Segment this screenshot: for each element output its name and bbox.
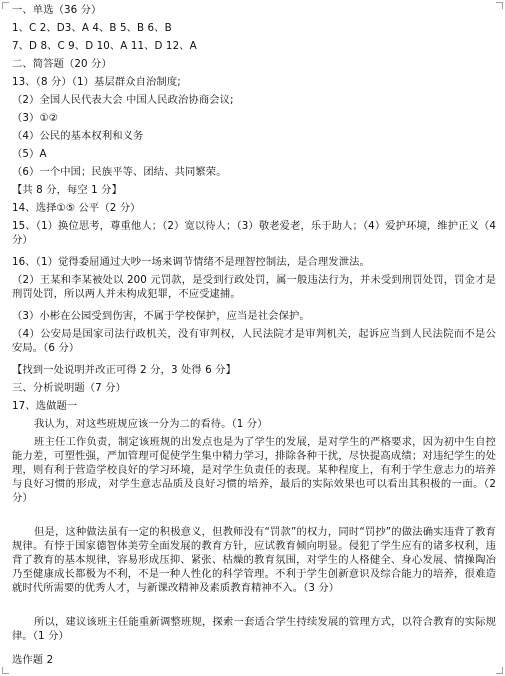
answer-paragraph: （2）王某和李某被处以 200 元罚款，是受到行政处罚，属一般违法行为，并未受到刑罚处罚，罚金才是刑罚处罚，所以两人并未构成犯罪，不应受逮捕。 bbox=[12, 274, 496, 300]
essay-paragraph: 我认为，对这些班规应该一分为二的看待。（1 分） bbox=[34, 418, 268, 430]
answer-paragraph: 15、（1）换位思考，尊重他人；（2）宽以待人；（3）敬老爱老，乐于助人；（4）爱护环境，维护正义（4 分） bbox=[12, 220, 496, 246]
answer-line: （4）公民的基本权利和义务 bbox=[12, 130, 144, 142]
answer-line: （3）小彬在公园受到伤害，不属于学校保护，应当是社会保护。 bbox=[12, 310, 310, 322]
answer-line: 14、选择①⑤ 公平（2 分） bbox=[12, 202, 141, 214]
crop-mark-bottom-left bbox=[2, 667, 9, 674]
answer-line: （3）①② bbox=[12, 112, 59, 124]
answer-line: （2）全国人民代表大会 中国人民政治协商会议; bbox=[12, 94, 234, 106]
essay-paragraph: 班主任工作负责，制定该班规的出发点也是为了学生的发展，是对学生的严格要求，因为初中生自控能力差，可塑性强，严加管理可促使学生集中精力学习，排除各种干扰，尽快提高成绩；对违纪学生的处理，则有利于营造学校良好的学习环境，是对学生负责任的表现。某种程度上，有利于学生意志力的培养与良好习惯的形成，对学生意志品质及良好习惯的培养，最后的实际效果也可以看出其积极的一面。（2 分） bbox=[12, 436, 496, 504]
section-heading-analysis: 三、分析说明题（7 分） bbox=[12, 382, 126, 394]
answer-line: 17、选做题一 bbox=[12, 400, 78, 412]
answer-line: 7、D 8、C 9、D 10、A 11、D 12、A bbox=[12, 40, 197, 52]
essay-paragraph: 但是，这种做法虽有一定的积极意义，但教师没有“罚款”的权力，同时“罚抄”的做法确实违背了教育规律。有悖于国家德智体美劳全面发展的教育方针，应试教育倾向明显。侵犯了学生应有的诸多权利，违背了教育的基本规律，容易形成压抑、紧张、枯燥的教育氛围，对学生的人格健全、身心发展、情操陶冶乃至健康成长都极为不利，不是一种人性化的科学管理。不利于学生创新意识及综合能力的培养，很难造就时代所需要的优秀人才，与新课改精神及素质教育精神不入。（3 分） bbox=[12, 526, 496, 594]
answer-paragraph: （4）公安局是国家司法行政机关，没有审判权，人民法院才是审判机关，起诉应当到人民法院而不是公安局。（6 分） bbox=[12, 328, 496, 354]
section-heading-single-choice: 一、单选（36 分） bbox=[12, 4, 102, 16]
answer-line: （5）A bbox=[12, 148, 47, 160]
answer-line: （6）一个中国；民族平等、团结、共同繁荣。 bbox=[12, 166, 227, 178]
answer-line: 13、（8 分）（1）基层群众自治制度; bbox=[12, 76, 181, 88]
crop-mark-top-right bbox=[496, 2, 503, 9]
section-heading-short-answer: 二、简答题（20 分） bbox=[12, 58, 112, 70]
essay-paragraph: 所以，建议该班主任能重新调整班规，探索一套适合学生持续发展的管理方式，以符合教育的实际规律。（1 分） bbox=[12, 616, 496, 642]
answer-line: 1、C 2、D3、A 4、B 5、B 6、B bbox=[12, 22, 172, 34]
answer-line: 选作题 2 bbox=[12, 654, 54, 666]
scoring-note: 【找到一处说明并改正可得 2 分，3 处得 6 分】 bbox=[12, 364, 236, 376]
crop-mark-top-left bbox=[2, 2, 9, 9]
scoring-note: 【共 8 分，每空 1 分】 bbox=[12, 184, 122, 196]
answer-line: 16、（1）觉得委屈通过大吵一场来调节情绪不是理智控制法，是合理发泄法。 bbox=[12, 256, 370, 268]
crop-mark-bottom-right bbox=[496, 667, 503, 674]
